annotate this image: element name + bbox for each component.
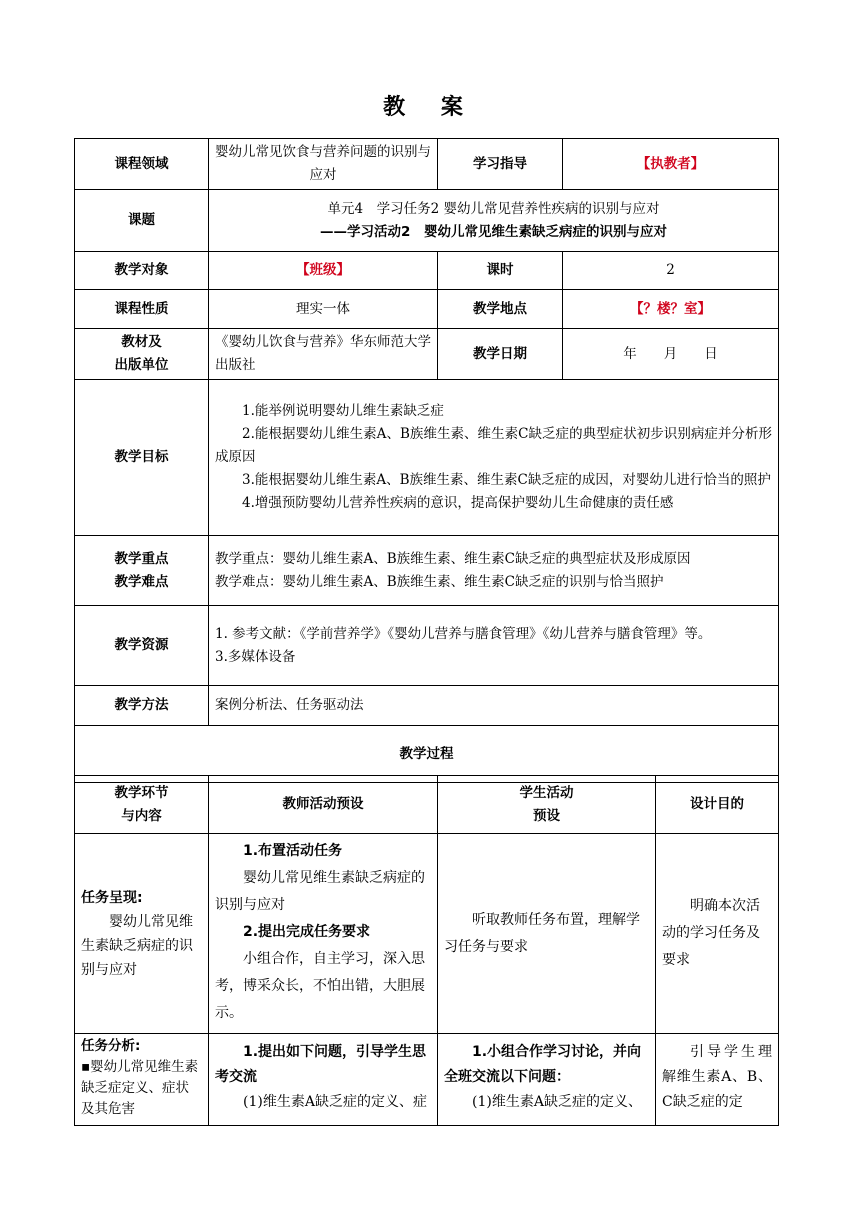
task-analysis-title: 任务分析: bbox=[81, 1038, 141, 1054]
goal-item: 1.能举例说明婴幼儿维生素缺乏症 bbox=[242, 403, 444, 419]
key-difficult-value bbox=[209, 536, 779, 606]
textbook-label bbox=[75, 329, 209, 380]
course-field-value: 婴幼儿常见饮食与营养问题的识别与应对 bbox=[209, 139, 438, 190]
lesson-plan-table bbox=[74, 138, 779, 783]
guide-value: 【执教者】 bbox=[563, 139, 779, 190]
hours-label: 课时 bbox=[438, 252, 563, 290]
task-present-purpose bbox=[656, 834, 779, 1034]
process-col-student-line-1: 学生活动 bbox=[519, 784, 574, 801]
object-value: 【班级】 bbox=[209, 252, 438, 290]
task-analysis-stage bbox=[75, 1034, 209, 1126]
task-present-purpose-text: 明确本次活动的学习任务及要求 bbox=[662, 898, 760, 968]
textbook-label-line-1: 教材及 bbox=[121, 334, 162, 350]
difficult-label: 教学难点 bbox=[114, 573, 169, 590]
teacher-step-2-text: 小组合作，自主学习，深入思考，博采众长，不怕出错，大胆展示。 bbox=[215, 951, 425, 1021]
resources-label: 教学资源 bbox=[75, 606, 209, 686]
task-analysis-purpose-text: 引导学生理解维生素A、B、C缺乏症的定 bbox=[662, 1044, 772, 1110]
key-point: 教学重点：婴幼儿维生素A、B族维生素、维生素C缺乏症的典型症状及形成原因 bbox=[215, 550, 691, 567]
task-present-stage bbox=[75, 834, 209, 1034]
goals-list bbox=[209, 380, 779, 536]
task-present-student-text: 听取教师任务布置，理解学习任务与要求 bbox=[444, 911, 640, 955]
document-title: 教 案 bbox=[383, 95, 477, 120]
process-table bbox=[74, 775, 779, 1126]
goal-item: 3.能根据婴幼儿维生素A、B族维生素、维生素C缺乏症的成因，对婴幼儿进行恰当的照护 bbox=[242, 472, 771, 488]
key-difficult-label bbox=[75, 536, 209, 606]
task-analysis-purpose bbox=[656, 1034, 779, 1126]
analysis-teacher-step-1-text: (1)维生素A缺乏症的定义、症 bbox=[243, 1094, 427, 1110]
goal-item: 2.能根据婴幼儿维生素A、B族维生素、维生素C缺乏症的典型症状初步识别病症并分析形成原因 bbox=[215, 426, 772, 465]
analysis-student-step-1-text: (1)维生素A缺乏症的定义、 bbox=[472, 1094, 642, 1110]
hours-value: 2 bbox=[563, 252, 779, 290]
place-label: 教学地点 bbox=[438, 290, 563, 329]
textbook-value: 《婴幼儿饮食与营养》华东师范大学出版社 bbox=[209, 329, 438, 380]
nature-label: 课程性质 bbox=[75, 290, 209, 329]
resources-item-1: 1. 参考文献：《学前营养学》《婴幼儿营养与膳食管理》《幼儿营养与膳食管理》等。 bbox=[215, 625, 712, 642]
topic-label: 课题 bbox=[75, 190, 209, 252]
resources-value bbox=[209, 606, 779, 686]
process-col-stage-line-1: 教学环节 bbox=[114, 784, 169, 801]
place-value: 【？楼？室】 bbox=[563, 290, 779, 329]
guide-label: 学习指导 bbox=[438, 139, 563, 190]
process-col-student-line-2: 预设 bbox=[533, 807, 560, 824]
task-present-title: 任务呈现: bbox=[81, 889, 143, 906]
topic-line-1: 单元4 学习任务2 婴幼儿常见营养性疾病的识别与应对 bbox=[327, 200, 660, 217]
teacher-step-1-text: 婴幼儿常见维生素缺乏病症的识别与应对 bbox=[215, 870, 425, 913]
topic-line-2: ——学习活动2 婴幼儿常见维生素缺乏病症的识别与应对 bbox=[320, 223, 667, 240]
resources-item-2: 3.多媒体设备 bbox=[215, 648, 296, 665]
date-label: 教学日期 bbox=[438, 329, 563, 380]
textbook-label-line-2: 出版单位 bbox=[114, 357, 169, 373]
process-col-student bbox=[438, 776, 656, 834]
process-col-purpose: 设计目的 bbox=[656, 776, 779, 834]
teacher-step-2-title: 2.提出完成任务要求 bbox=[243, 924, 371, 940]
task-analysis-student bbox=[438, 1034, 656, 1126]
task-analysis-teacher bbox=[209, 1034, 438, 1126]
goals-label: 教学目标 bbox=[75, 380, 209, 536]
object-label: 教学对象 bbox=[75, 252, 209, 290]
course-field-label: 课程领域 bbox=[75, 139, 209, 190]
goal-item: 4.增强预防婴幼儿营养性疾病的意识，提高保护婴幼儿生命健康的责任感 bbox=[242, 495, 674, 511]
date-value: 年 月 日 bbox=[563, 329, 779, 380]
analysis-teacher-step-1-title: 1.提出如下问题，引导学生思考交流 bbox=[215, 1044, 427, 1085]
process-section-title: 教学过程 bbox=[75, 726, 779, 783]
task-analysis-content: ▪婴幼儿常见维生素缺乏症定义、症状及其危害 bbox=[81, 1059, 199, 1117]
process-col-stage-line-2: 与内容 bbox=[121, 807, 162, 824]
teacher-step-1-title: 1.布置活动任务 bbox=[243, 843, 343, 859]
method-value: 案例分析法、任务驱动法 bbox=[209, 686, 779, 726]
process-col-stage bbox=[75, 776, 209, 834]
method-label: 教学方法 bbox=[75, 686, 209, 726]
analysis-student-step-1-title: 1.小组合作学习讨论，并向全班交流以下问题： bbox=[444, 1044, 642, 1085]
task-present-teacher bbox=[209, 834, 438, 1034]
nature-value: 理实一体 bbox=[209, 290, 438, 329]
key-label: 教学重点 bbox=[114, 550, 169, 567]
topic-value bbox=[209, 190, 779, 252]
task-present-content: 婴幼儿常见维生素缺乏病症的识别与应对 bbox=[81, 913, 193, 978]
difficult-point: 教学难点：婴幼儿维生素A、B族维生素、维生素C缺乏症的识别与恰当照护 bbox=[215, 573, 664, 590]
task-present-student bbox=[438, 834, 656, 1034]
process-col-teacher: 教师活动预设 bbox=[209, 776, 438, 834]
